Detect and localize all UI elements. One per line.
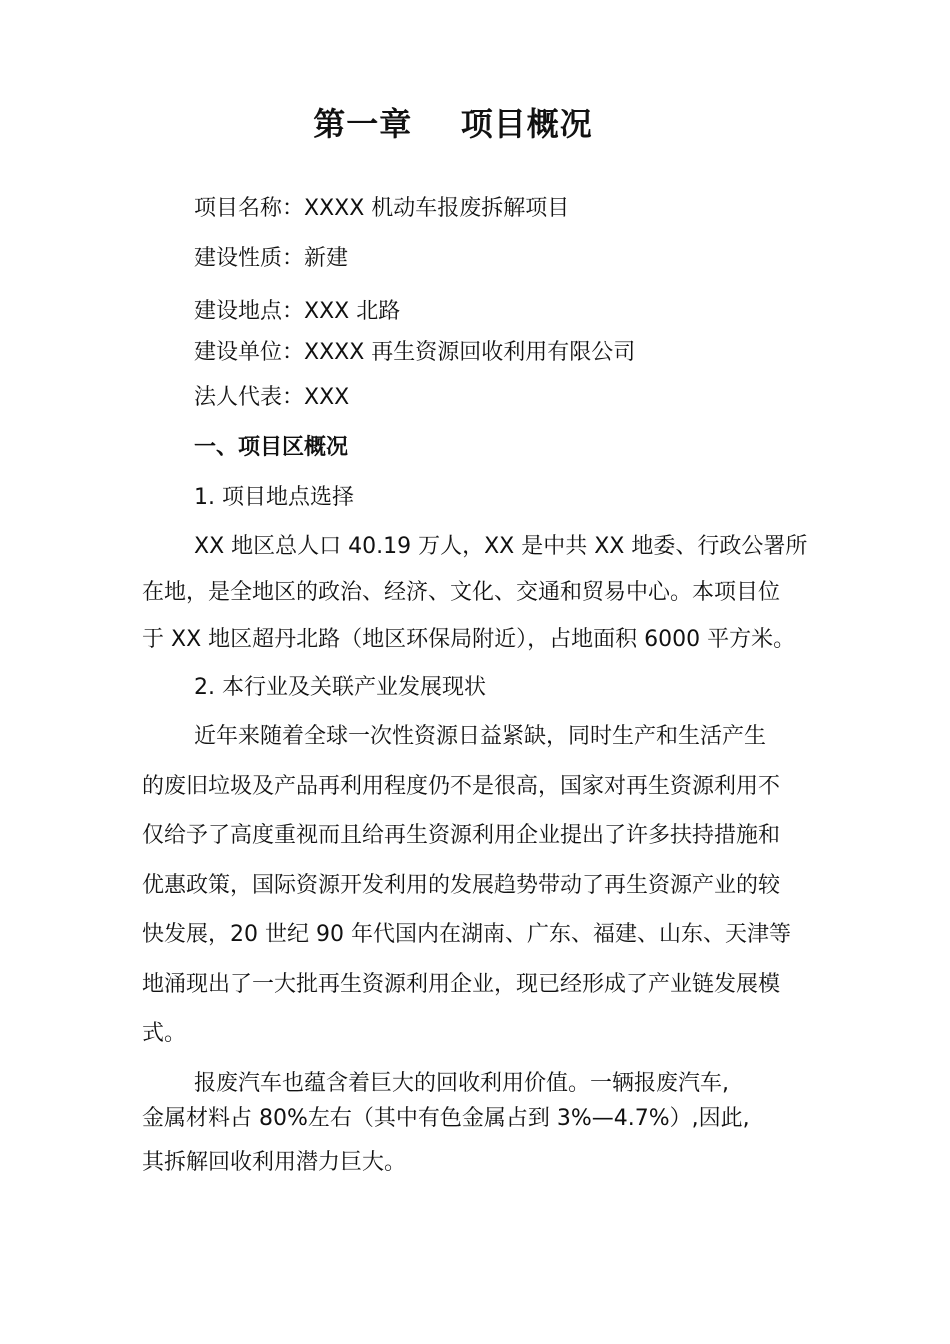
paragraph-line: 在地，是全地区的政治、经济、文化、交通和贸易中心。本项目位: [142, 580, 781, 605]
paragraph-line: XX 地区总人口 40.19 万人，XX 是中共 XX 地委、行政公署所: [194, 534, 808, 559]
field-legal-representative: [194, 383, 349, 413]
field-value: 新建: [304, 246, 349, 271]
subsection-heading-2: 2. 本行业及关联产业发展现状: [194, 675, 486, 700]
field-value: XXXX 再生资源回收利用有限公司: [304, 340, 636, 365]
field-value: XXX 北路: [304, 299, 401, 324]
field-label: 法人代表：: [194, 385, 305, 410]
field-construction-nature: [194, 244, 348, 274]
field-value: XXX: [304, 385, 350, 410]
field-label: 项目名称：: [194, 196, 305, 221]
field-label: 建设单位：: [194, 340, 305, 365]
paragraph-line: 近年来随着全球一次性资源日益紧缺，同时生产和生活产生: [194, 724, 767, 749]
field-construction-site: [194, 297, 400, 327]
paragraph-line: 地涌现出了一大批再生资源利用企业，现已经形成了产业链发展模: [142, 972, 781, 997]
paragraph-line: 于 XX 地区超丹北路（地区环保局附近），占地面积 6000 平方米。: [142, 627, 796, 652]
paragraph-line: 式。: [142, 1021, 187, 1046]
paragraph-line: 快发展，20 世纪 90 年代国内在湖南、广东、福建、山东、天津等: [142, 922, 791, 947]
paragraph-line: 其拆解回收利用潜力巨大。: [142, 1150, 407, 1175]
subsection-heading-1: 1. 项目地点选择: [194, 485, 354, 510]
paragraph-line: 的废旧垃圾及产品再利用程度仍不是很高，国家对再生资源利用不: [142, 774, 781, 799]
paragraph-line: 仅给予了高度重视而且给再生资源利用企业提出了许多扶持措施和: [142, 823, 781, 848]
paragraph-line: 优惠政策，国际资源开发利用的发展趋势带动了再生资源产业的较: [142, 873, 781, 898]
field-value: XXXX 机动车报废拆解项目: [304, 196, 570, 221]
paragraph-line: 报废汽车也蕴含着巨大的回收利用价值。一辆报废汽车,: [194, 1071, 729, 1096]
paragraph-line: 金属材料占 80%左右（其中有色金属占到 3%—4.7%）,因此,: [142, 1106, 750, 1131]
field-construction-unit: [194, 338, 635, 368]
field-project-name: [194, 194, 569, 224]
section-heading: 一、项目区概况: [194, 435, 349, 460]
field-label: 建设性质：: [194, 246, 305, 271]
field-label: 建设地点：: [194, 299, 305, 324]
chapter-title: 第一章 项目概况: [313, 105, 593, 143]
